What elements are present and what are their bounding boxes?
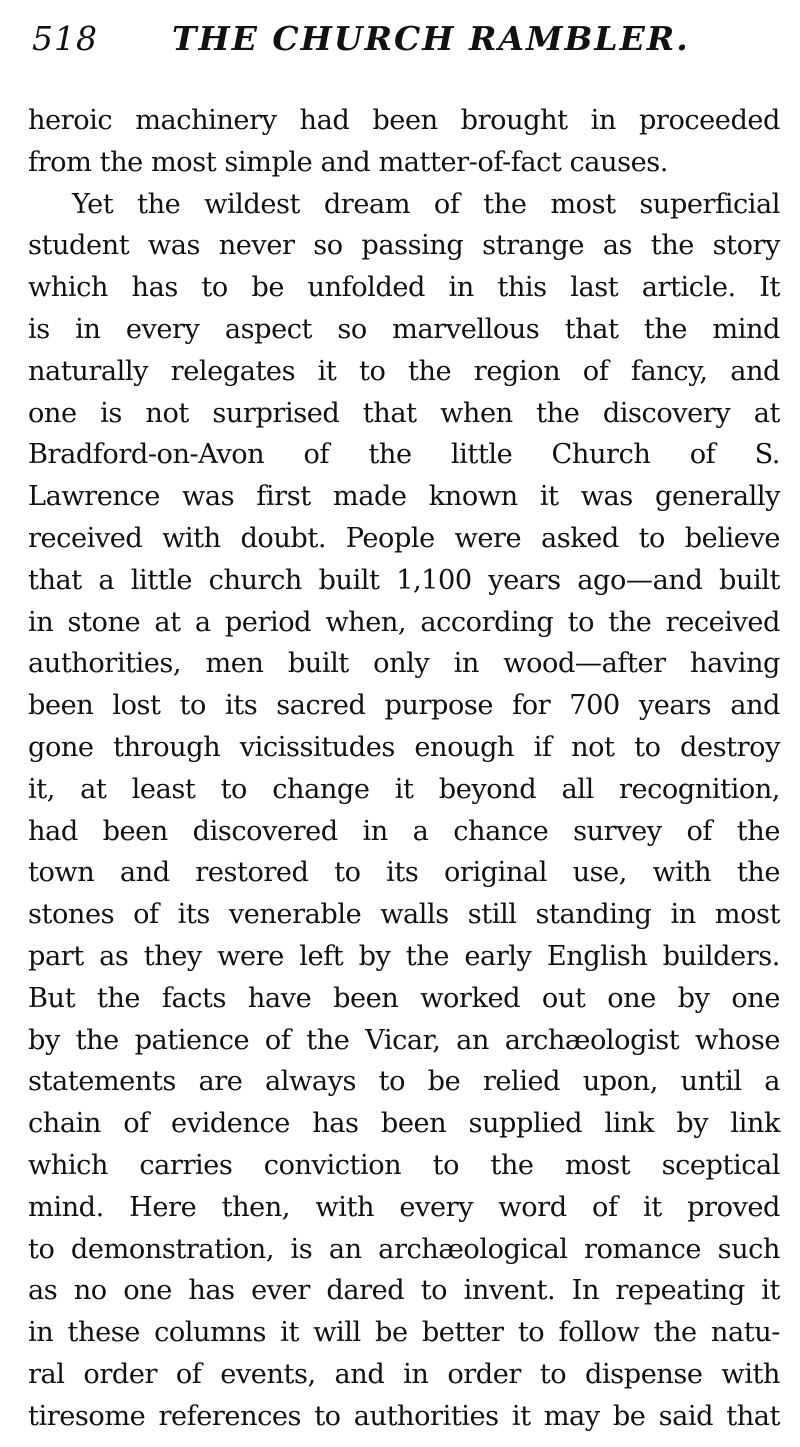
text-line: in these columns it will be better to follow the natu- <box>28 1317 780 1349</box>
text-line: that a little church built 1,100 years ago—and built <box>28 564 780 596</box>
text-line: Lawrence was first made known it was generally <box>28 481 780 513</box>
text-line: had been discovered in a chance survey of the <box>28 815 780 847</box>
text-line: mind. Here then, with every word of it proved <box>28 1191 780 1223</box>
text-line: chain of evidence has been supplied link by link <box>28 1108 780 1140</box>
body-text <box>28 100 780 1438</box>
text-line: gone through vicissitudes enough if not to destroy <box>28 731 780 763</box>
text-line: which carries conviction to the most sceptical <box>28 1149 780 1181</box>
text-line: statements are always to be relied upon, until a <box>28 1066 780 1098</box>
running-title: THE CHURCH RAMBLER. <box>172 19 690 58</box>
text-line: it, at least to change it beyond all recognition, <box>28 773 780 805</box>
text-line: from the most simple and matter-of-fact causes. <box>28 146 668 178</box>
text-line: heroic machinery had been brought in proceeded <box>28 105 780 136</box>
text-line: But the facts have been worked out one by one <box>28 982 780 1014</box>
text-line: in stone at a period when, according to the received <box>28 606 780 638</box>
page-number: 518 <box>32 19 98 58</box>
text-line: part as they were left by the early English builders. <box>28 940 780 972</box>
text-line: tiresome references to authorities it may be said that <box>28 1400 780 1432</box>
text-line: ral order of events, and in order to dispense with <box>28 1358 780 1390</box>
text-line: which has to be unfolded in this last article. It <box>28 272 780 304</box>
text-line: as no one has ever dared to invent. In repeating it <box>28 1275 780 1307</box>
text-line: received with doubt. People were asked to believe <box>28 522 780 554</box>
text-line: Bradford-on-Avon of the little Church of S. <box>28 439 780 471</box>
text-line: student was never so passing strange as the story <box>28 230 780 262</box>
text-line: to demonstration, is an archæological romance such <box>28 1233 780 1265</box>
text-line: one is not surprised that when the discovery at <box>28 397 780 429</box>
text-line: been lost to its sacred purpose for 700 years and <box>28 690 780 722</box>
text-line: stones of its venerable walls still standing in most <box>28 899 780 931</box>
text-line: naturally relegates it to the region of fancy, and <box>28 355 780 387</box>
text-line: authorities, men built only in wood—after having <box>28 648 780 680</box>
running-header <box>32 14 780 64</box>
paragraph-first-line: Yet the wildest dream of the most superficial <box>72 188 780 220</box>
text-line: town and restored to its original use, with the <box>28 857 780 889</box>
text-line: is in every aspect so marvellous that the mind <box>28 313 780 345</box>
text-line: by the patience of the Vicar, an archæologist whose <box>28 1024 780 1056</box>
